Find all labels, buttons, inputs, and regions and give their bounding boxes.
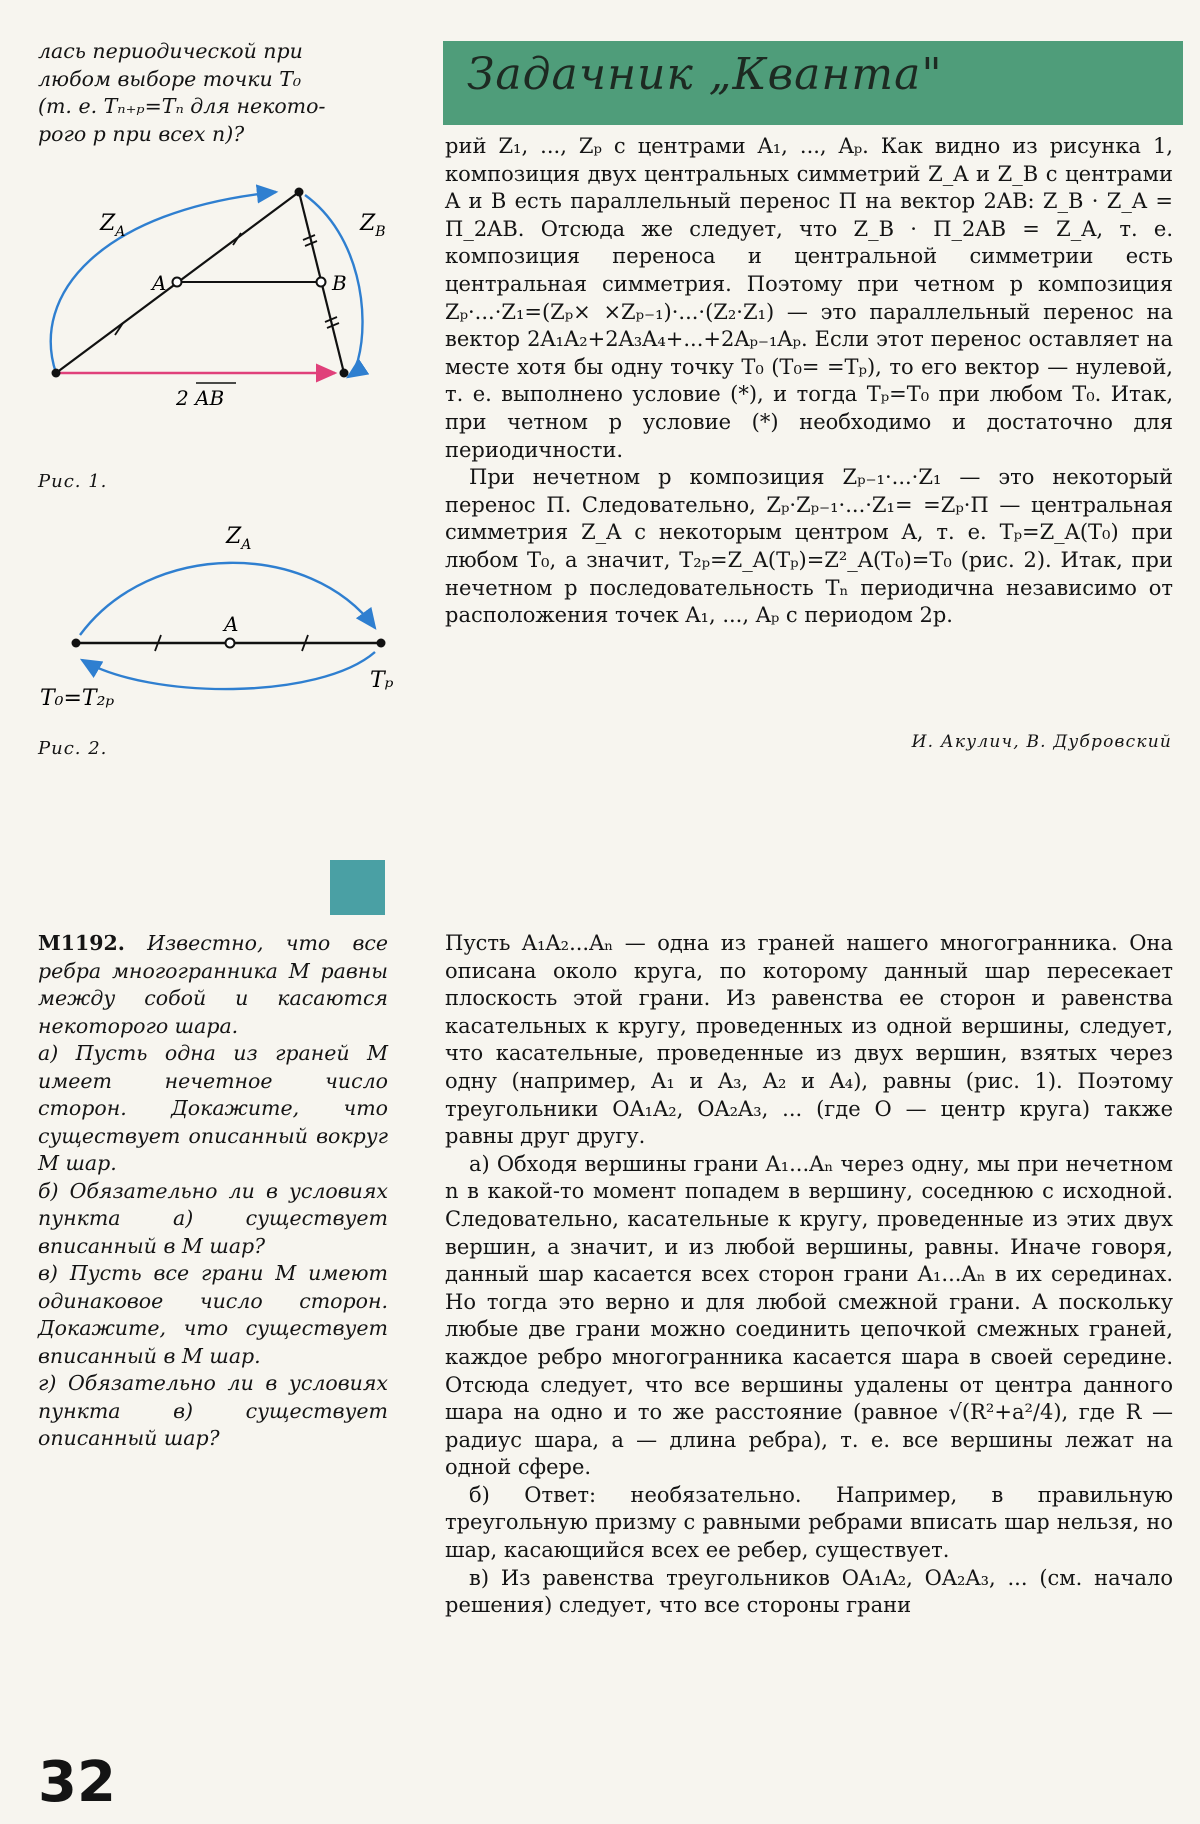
problem-part: а) Пусть одна из граней M имеет нечетное число сторон. Докажите, что существует описанный вокруг M шар. bbox=[38, 1041, 388, 1175]
label-a: A bbox=[152, 271, 167, 295]
page-number: 32 bbox=[38, 1750, 116, 1815]
point-b-dot bbox=[317, 278, 326, 287]
left-top-text bbox=[38, 38, 393, 148]
paragraph: Пусть A₁A₂...Aₙ — одна из граней нашего многогранника. Она описана около круга, по которому данный шар пересекает плоскость этой грани. Из равенства ее сторон и равенства касательных к кругу, проведенных из одной вершины, следует, что касательные, проведенные из двух вершин, взятых через одну (например, A₁ и A₃, A₂ и A₄), равны (рис. 1). Поэтому треугольники OA₁A₂, OA₂A₃, ... (где O — центр круга) также равны друг другу. bbox=[445, 931, 1173, 1149]
endpoint-dot bbox=[72, 639, 81, 648]
label-t0-t2p: T₀=T₂ₚ bbox=[40, 686, 115, 710]
label-zb: $Z_B$ bbox=[360, 211, 386, 240]
label-a: A bbox=[224, 612, 239, 636]
section-banner bbox=[443, 41, 1183, 125]
vertex-dot bbox=[52, 369, 61, 378]
solution-continuation bbox=[445, 133, 1173, 630]
figure-2-caption: Рис. 2. bbox=[38, 738, 108, 759]
problem-text: Известно, что все ребра многогранника M равны между собой и касаются некоторого шара. bbox=[38, 931, 388, 1038]
paragraph: При нечетном p композиция Zₚ₋₁·...·Z₁ — это некоторый перенос Π. Следовательно, Zₚ·Zₚ₋₁·...·Z₁= =Zₚ·Π — центральная симметрия Z_A с некоторым центром A, т. е. Tₚ=Z_A(T₀) при любом T₀, а значит, T₂ₚ=Z_A(Tₚ)=Z²_A(T₀)=T₀ (рис. 2). Итак, при нечетном p последовательность Tₙ периодична независимо от расположения точек A₁, ..., Aₚ с периодом 2p. bbox=[445, 465, 1173, 628]
problem-id: М1192. bbox=[38, 931, 125, 955]
endpoint-dot bbox=[377, 639, 386, 648]
figure-2 bbox=[40, 520, 410, 710]
paragraph: б) Ответ: необязательно. Например, в правильную треугольную призму с равными ребрами вписать шар нельзя, но шар, касающийся всех ее ребер, существует. bbox=[445, 1482, 1173, 1563]
solution-text bbox=[445, 930, 1173, 1620]
label-b: B bbox=[332, 271, 347, 295]
decorative-square bbox=[330, 860, 385, 915]
text-line: рого p при всех n)? bbox=[38, 121, 245, 146]
vertex-dot bbox=[340, 369, 349, 378]
text-line: лась периодической при bbox=[38, 39, 303, 63]
authors: И. Акулич, В. Дубровский bbox=[911, 732, 1172, 752]
label-vector: 2 AB bbox=[176, 386, 225, 410]
figure-1 bbox=[40, 175, 410, 415]
label-za: $Z_A$ bbox=[226, 524, 252, 553]
paragraph: а) Обходя вершины грани A₁...Aₙ через одну, мы при нечетном n в какой-то момент попадем в вершину, соседнюю с исходной. Следовательно, касательные к кругу, проведенные из этих двух вершин, а значит, и из любой вершины, равны. Иначе говоря, данный шар касается всех сторон грани A₁...Aₙ в их серединах. Но тогда это верно и для любой смежной грани. А поскольку любые две грани можно соединить цепочкой смежных граней, каждое ребро многогранника касается шара в своей середине. Отсюда следует, что все вершины удалены от центра данного шара на одно и то же расстояние (равное √(R²+a²/4), где R — радиус шара, a — длина ребра), т. е. все вершины лежат на одной сфере. bbox=[445, 1151, 1173, 1480]
vertex-dot bbox=[295, 188, 304, 197]
arc-lower bbox=[82, 652, 375, 689]
problem-part: б) Обязательно ли в условиях пункта а) существует вписанный в M шар? bbox=[38, 1178, 388, 1258]
problem-statement bbox=[38, 930, 388, 1453]
problem-part: в) Пусть все грани M имеют одинаковое число сторон. Докажите, что существует вписанный в M шар. bbox=[38, 1261, 388, 1368]
label-tp: Tₚ bbox=[370, 668, 394, 693]
label-za: $Z_A$ bbox=[100, 211, 126, 240]
text-line: (т. е. Tₙ₊ₚ=Tₙ для некото- bbox=[38, 94, 326, 118]
point-a-dot bbox=[226, 639, 235, 648]
paragraph: рий Z₁, ..., Zₚ с центрами A₁, ..., Aₚ. Как видно из рисунка 1, композиция двух центральных симметрий Z_A и Z_B с центрами A и B есть параллельный перенос Π на вектор 2AB: Z_B · Z_A = Π_2AB. Отсюда же следует, что Z_B · Π_2AB = Z_A, т. е. композиция переноса и центральной симметрии есть центральная симметрия. Поэтому при четном p композиция Zₚ·...·Z₁=(Zₚ× ×Zₚ₋₁)·...·(Z₂·Z₁) — это параллельный перенос на вектор 2A₁A₂+2A₃A₄+...+2Aₚ₋₁Aₚ. Если этот перенос оставляет на месте хотя бы одну точку T₀ (T₀= =Tₚ), то его вектор — нулевой, т. е. выполнено условие (*), и тогда Tₚ=T₀ при любом T₀. Итак, при четном p условие (*) необходимо и достаточно для периодичности. bbox=[445, 134, 1173, 462]
banner-title: Задачник „Кванта" bbox=[467, 49, 943, 100]
figure-1-caption: Рис. 1. bbox=[38, 471, 108, 492]
text-line: любом выборе точки T₀ bbox=[38, 66, 302, 91]
paragraph: в) Из равенства треугольников OA₁A₂, OA₂A₃, ... (см. начало решения) следует, что все стороны грани bbox=[445, 1565, 1173, 1618]
point-a-dot bbox=[173, 278, 182, 287]
problem-part: г) Обязательно ли в условиях пункта в) существует описанный шар? bbox=[38, 1371, 388, 1450]
